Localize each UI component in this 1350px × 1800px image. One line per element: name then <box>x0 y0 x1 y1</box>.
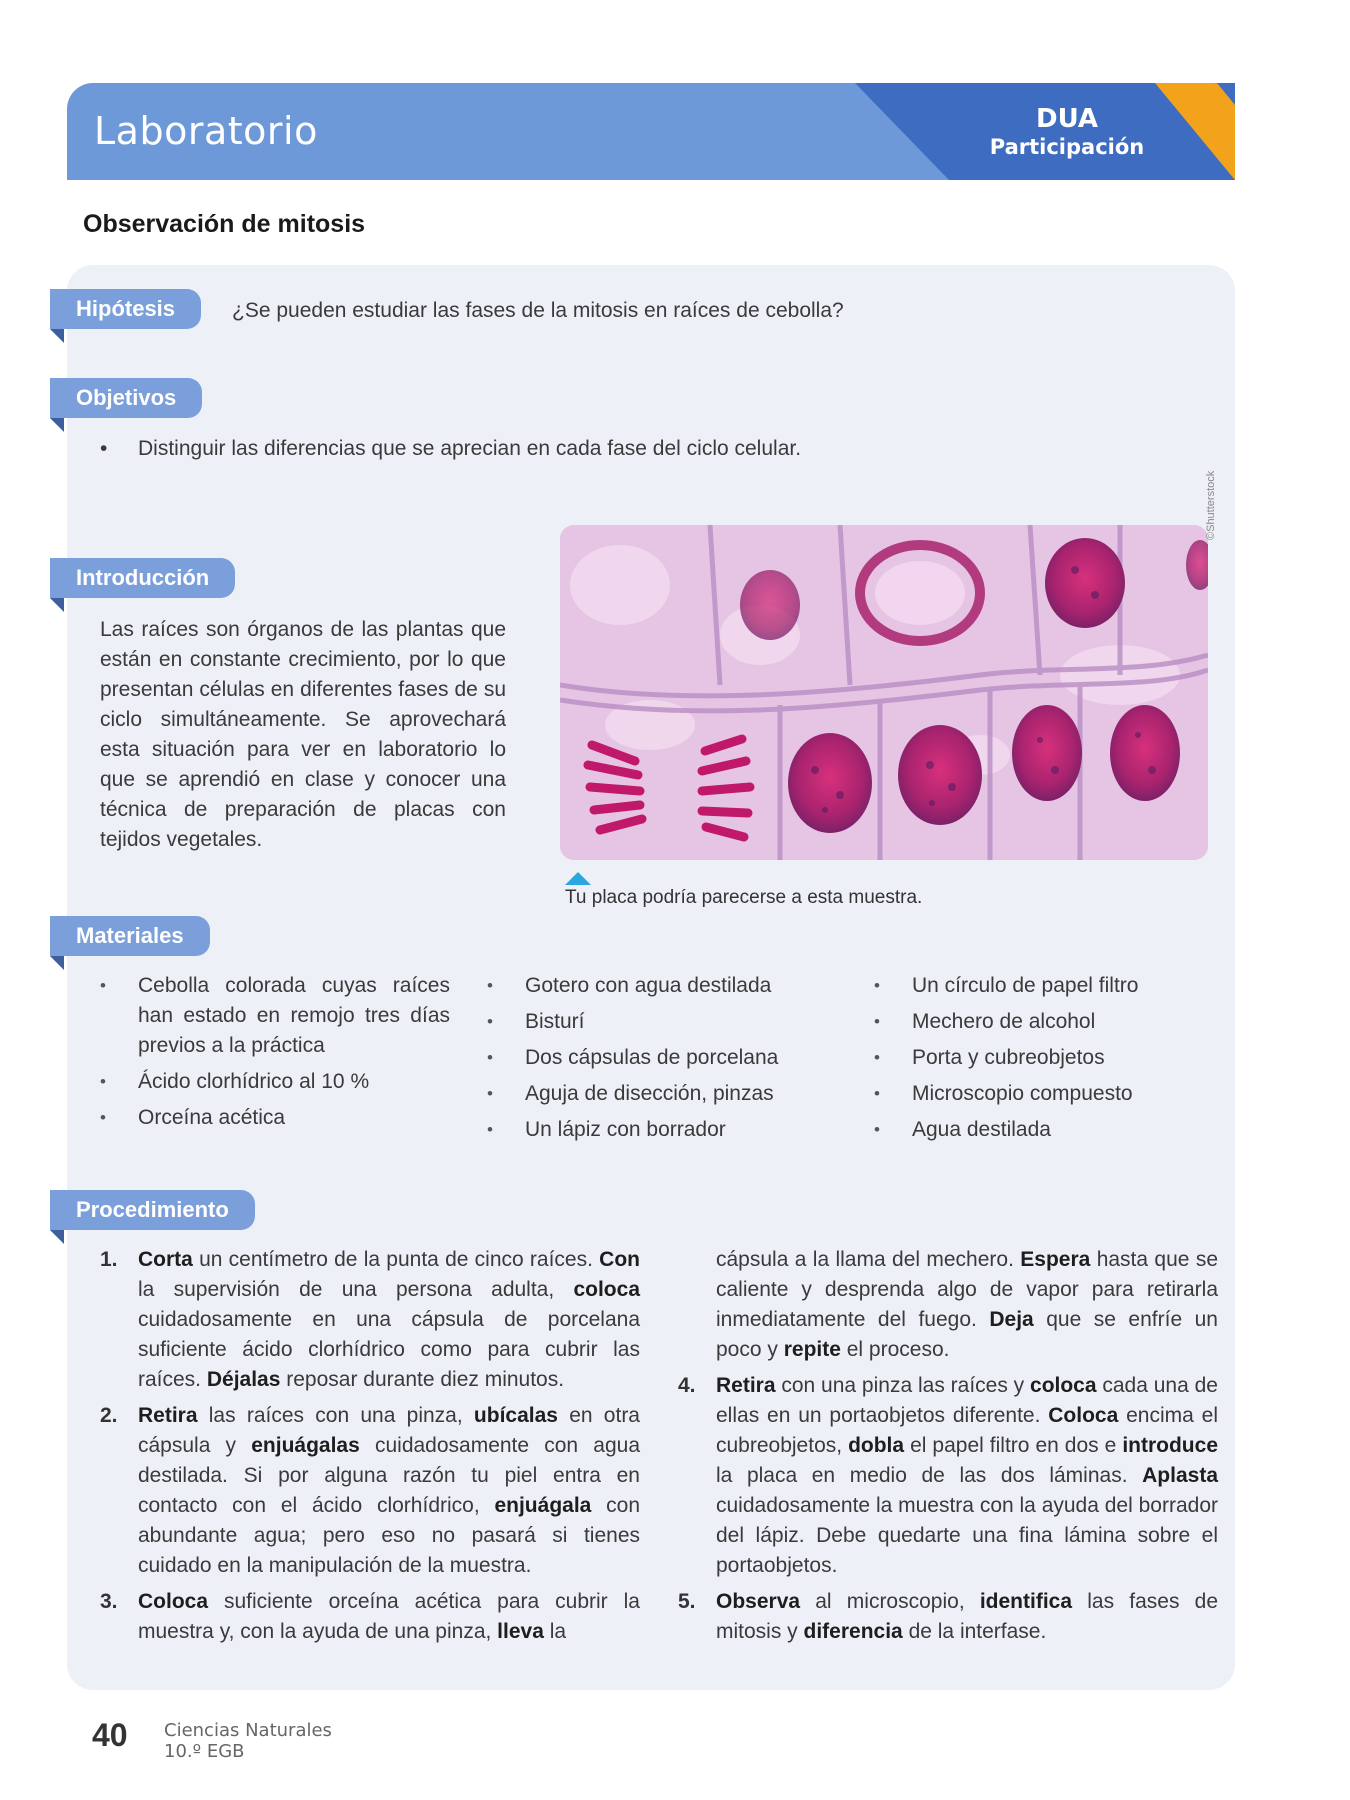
materials-tab: Materiales <box>50 916 210 956</box>
material-item: • Un círculo de papel filtro <box>874 971 1224 1001</box>
grade-level: 10.º EGB <box>164 1741 245 1762</box>
step-text: que se enfríe un poco y <box>716 1308 1218 1361</box>
material-item: • Dos cápsulas de porcelana <box>487 1043 837 1073</box>
material-item: • Cebolla colorada cuyas raíces han estado en remojo tres días previos a la práctica <box>100 971 450 1061</box>
step-text: reposar durante diez minutos. <box>280 1368 565 1391</box>
step-text: la placa en medio de las dos láminas. <box>716 1464 1143 1487</box>
page-number: 40 <box>92 1717 128 1753</box>
step-verb: Coloca <box>1048 1404 1119 1427</box>
hypothesis-text: ¿Se pueden estudiar las fases de la mitosis en raíces de cebolla? <box>232 299 844 322</box>
step-verb: ubícalas <box>473 1404 558 1427</box>
procedure-step-3 <box>100 1587 640 1647</box>
objectives-tab: Objetivos <box>50 378 202 418</box>
step-text: encima el cubreobjetos, <box>716 1404 1219 1457</box>
hypothesis-tab: Hipótesis <box>50 289 201 329</box>
dua-title: DUA <box>1035 104 1099 134</box>
step-verb: enjuágala <box>494 1494 592 1517</box>
procedure-step-2 <box>100 1401 640 1581</box>
materials-column-3 <box>874 971 1224 1151</box>
step-verb: repite <box>783 1338 841 1361</box>
dua-subtitle: Participación <box>989 135 1145 159</box>
step-text: cada una de ellas en un portaobjetos diferente. <box>716 1374 1218 1427</box>
material-item: • Gotero con agua destilada <box>487 971 837 1001</box>
step-text: con abundante agua; pero eso no pasará si tienes cuidado en la manipulación de la muestra. <box>138 1494 640 1577</box>
section-title: Laboratorio <box>94 109 318 153</box>
step-verb: diferencia <box>803 1620 903 1643</box>
step-number: 2. <box>100 1404 118 1427</box>
step-verb: coloca <box>1030 1374 1097 1397</box>
procedure-step-3-continued <box>678 1245 1218 1365</box>
step-text: de la interfase. <box>902 1620 1047 1643</box>
image-caption: Tu placa podría parecerse a esta muestra. <box>565 887 923 908</box>
step-verb: identifica <box>979 1590 1073 1613</box>
procedure-step-5 <box>678 1587 1218 1647</box>
material-item: • Microscopio compuesto <box>874 1079 1224 1109</box>
step-verb: Espera <box>1020 1248 1091 1271</box>
step-text: el proceso. <box>840 1338 950 1361</box>
step-text: un centímetro de la punta de cinco raíces. <box>192 1248 600 1271</box>
step-text: las raíces con una pinza, <box>197 1404 474 1427</box>
step-text: al microscopio, <box>800 1590 980 1613</box>
materials-column-2 <box>487 971 837 1151</box>
micrograph-illustration <box>560 525 1208 860</box>
objective-text: Distinguir las diferencias que se aprecian en cada fase del ciclo celular. <box>138 437 802 460</box>
mitosis-micrograph <box>560 525 1208 860</box>
step-text: con una pinza las raíces y <box>775 1374 1031 1397</box>
subject-name: Ciencias Naturales <box>164 1720 332 1741</box>
step-text: la supervisión de una persona adulta, <box>138 1278 574 1301</box>
material-item: • Orceína acética <box>100 1103 450 1133</box>
step-text: cuidadosamente la muestra con la ayuda del borrador del lápiz. Debe quedarte una fina lámina sobre el portaobjetos. <box>716 1494 1218 1577</box>
step-text: el papel filtro en dos e <box>904 1434 1123 1457</box>
step-verb: Retira <box>716 1374 776 1397</box>
material-item: • Agua destilada <box>874 1115 1224 1145</box>
step-text: cuidadosamente en una cápsula de porcelana suficiente ácido clorhídrico como para cubrir las raíces. <box>138 1308 640 1391</box>
step-verb: enjuágalas <box>251 1434 360 1457</box>
introduction-text: Las raíces son órganos de las plantas que están en constante crecimiento, por lo que presentan células en diferentes fases de su ciclo simultáneamente. Se aprovechará esta situación para ver en laboratorio lo que se aprendió en clase y conocer una técnica de preparación de placas con tejidos vegetales. <box>100 618 506 851</box>
step-number: 3. <box>100 1590 118 1613</box>
procedure-tab: Procedimiento <box>50 1190 255 1230</box>
step-text: en otra cápsula y <box>138 1404 640 1457</box>
step-number: 5. <box>678 1590 696 1613</box>
material-item: • Un lápiz con borrador <box>487 1115 837 1145</box>
step-verb: Corta <box>138 1248 193 1271</box>
material-item: • Porta y cubreobjetos <box>874 1043 1224 1073</box>
material-item: • Aguja de disección, pinzas <box>487 1079 837 1109</box>
bullet: • <box>100 437 108 460</box>
step-verb: lleva <box>497 1620 544 1643</box>
step-text: hasta que se caliente y desprenda algo de vapor para retirarla inmediatamente del fuego. <box>716 1248 1218 1331</box>
step-text: las fases de mitosis y <box>716 1590 1218 1643</box>
step-verb: Coloca <box>138 1590 209 1613</box>
step-text: la <box>543 1620 567 1643</box>
procedure-step-4 <box>678 1371 1218 1581</box>
objective-item <box>100 434 801 464</box>
step-verb: Déjalas <box>206 1368 281 1391</box>
material-item: • Mechero de alcohol <box>874 1007 1224 1037</box>
caption-arrow-icon <box>565 872 591 885</box>
page-title: Observación de mitosis <box>83 210 366 238</box>
introduction-tab: Introducción <box>50 558 235 598</box>
step-verb: Aplasta <box>1142 1464 1218 1487</box>
step-text: suficiente orceína acética para cubrir la muestra y, con la ayuda de una pinza, <box>138 1590 640 1643</box>
procedure-column-2 <box>678 1245 1218 1653</box>
step-verb: Con <box>599 1248 640 1271</box>
material-item: • Ácido clorhídrico al 10 % <box>100 1067 450 1097</box>
procedure-column-1 <box>100 1245 640 1653</box>
step-verb: introduce <box>1122 1434 1218 1457</box>
footer-subject <box>164 1720 332 1762</box>
step-verb: coloca <box>573 1278 640 1301</box>
photo-credit: ©Shutterstock <box>1205 470 1217 540</box>
step-number: 1. <box>100 1248 118 1271</box>
step-verb: Deja <box>989 1308 1034 1331</box>
materials-column-1 <box>100 971 450 1139</box>
step-text: cápsula a la llama del mechero. <box>716 1248 1021 1271</box>
step-text: cuidadosamente con agua destilada. Si por alguna razón tu piel entra en contacto con el ácido clorhídrico, <box>138 1434 640 1517</box>
step-number: 4. <box>678 1374 696 1397</box>
material-item: • Bisturí <box>487 1007 837 1037</box>
step-verb: Retira <box>138 1404 198 1427</box>
header-banner <box>67 83 1235 180</box>
procedure-step-1 <box>100 1245 640 1395</box>
step-verb: Observa <box>716 1590 801 1613</box>
dua-badge <box>967 104 1167 160</box>
step-verb: dobla <box>848 1434 905 1457</box>
